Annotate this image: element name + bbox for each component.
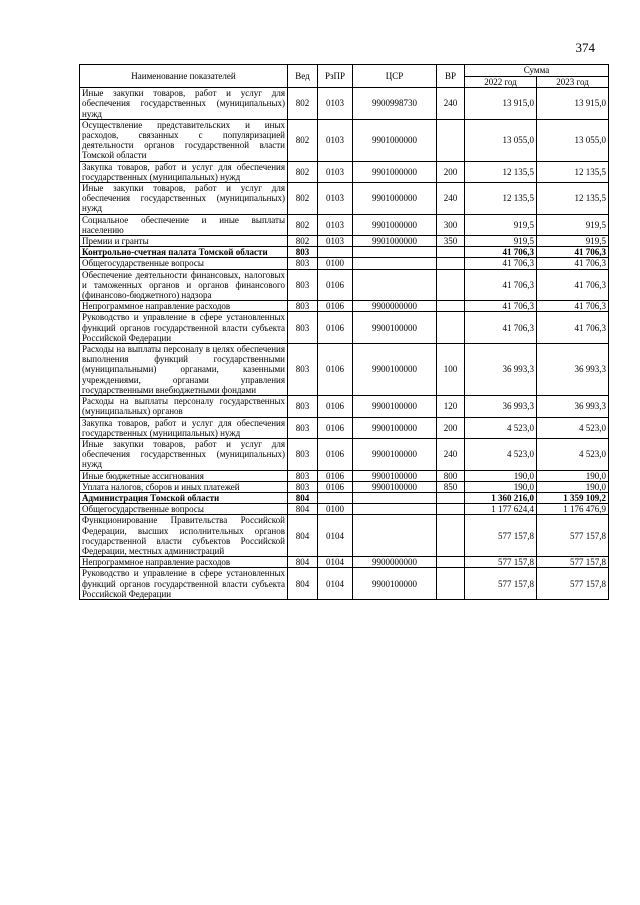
row-vr bbox=[437, 557, 465, 568]
row-csr: 9900100000 bbox=[353, 481, 437, 492]
row-ved: 803 bbox=[288, 344, 318, 396]
row-name: Руководство и управление в сфере установленных функций органов государственной власти субъекта Российской Федерации bbox=[80, 312, 288, 344]
table-row bbox=[80, 236, 609, 247]
row-2023: 190,0 bbox=[537, 470, 609, 481]
row-name: Общегосударственные вопросы bbox=[80, 504, 288, 515]
row-csr bbox=[353, 504, 437, 515]
row-vr: 800 bbox=[437, 470, 465, 481]
header-name: Наименование показателей bbox=[80, 65, 288, 88]
row-2022: 12 135,5 bbox=[465, 161, 537, 182]
row-csr bbox=[353, 258, 437, 269]
row-csr: 9900100000 bbox=[353, 396, 437, 417]
row-csr bbox=[353, 515, 437, 557]
row-2023: 41 706,3 bbox=[537, 247, 609, 258]
row-ved: 803 bbox=[288, 470, 318, 481]
row-csr: 9901000000 bbox=[353, 214, 437, 235]
row-rzpr: 0103 bbox=[318, 161, 353, 182]
row-name: Иные закупки товаров, работ и услуг для обеспечения государственных (муниципальных) нужд bbox=[80, 438, 288, 470]
row-rzpr: 0104 bbox=[318, 557, 353, 568]
row-rzpr: 0104 bbox=[318, 568, 353, 600]
row-2022: 577 157,8 bbox=[465, 568, 537, 600]
row-2022: 919,5 bbox=[465, 236, 537, 247]
table-row bbox=[80, 214, 609, 235]
row-ved: 804 bbox=[288, 492, 318, 503]
table-header bbox=[80, 65, 609, 88]
row-rzpr: 0106 bbox=[318, 470, 353, 481]
row-2023: 4 523,0 bbox=[537, 417, 609, 438]
row-2023: 13 915,0 bbox=[537, 88, 609, 120]
budget-table bbox=[79, 64, 609, 600]
header-csr: ЦСР bbox=[353, 65, 437, 88]
row-csr: 9900000000 bbox=[353, 557, 437, 568]
table-row bbox=[80, 88, 609, 120]
row-vr: 300 bbox=[437, 214, 465, 235]
row-2022: 41 706,3 bbox=[465, 258, 537, 269]
row-name: Иные закупки товаров, работ и услуг для обеспечения государственных (муниципальных) нужд bbox=[80, 88, 288, 120]
row-rzpr: 0106 bbox=[318, 417, 353, 438]
row-name: Иные закупки товаров, работ и услуг для обеспечения государственных (муниципальных) нужд bbox=[80, 183, 288, 215]
row-2023: 577 157,8 bbox=[537, 515, 609, 557]
table-row bbox=[80, 504, 609, 515]
table-row bbox=[80, 557, 609, 568]
table-row bbox=[80, 312, 609, 344]
row-2022: 41 706,3 bbox=[465, 269, 537, 301]
table-row bbox=[80, 269, 609, 301]
row-rzpr: 0103 bbox=[318, 88, 353, 120]
row-rzpr: 0106 bbox=[318, 396, 353, 417]
row-ved: 804 bbox=[288, 557, 318, 568]
row-rzpr: 0106 bbox=[318, 312, 353, 344]
header-2022: 2022 год bbox=[465, 77, 537, 88]
header-2023: 2023 год bbox=[537, 77, 609, 88]
row-2023: 577 157,8 bbox=[537, 557, 609, 568]
row-csr: 9900998730 bbox=[353, 88, 437, 120]
row-ved: 803 bbox=[288, 417, 318, 438]
row-2022: 12 135,5 bbox=[465, 183, 537, 215]
row-ved: 803 bbox=[288, 396, 318, 417]
row-vr bbox=[437, 269, 465, 301]
row-2022: 13 055,0 bbox=[465, 119, 537, 161]
row-rzpr: 0103 bbox=[318, 236, 353, 247]
row-ved: 803 bbox=[288, 301, 318, 312]
table-row bbox=[80, 470, 609, 481]
row-ved: 802 bbox=[288, 119, 318, 161]
table-row bbox=[80, 438, 609, 470]
row-vr: 240 bbox=[437, 88, 465, 120]
row-2022: 41 706,3 bbox=[465, 247, 537, 258]
row-2022: 36 993,3 bbox=[465, 396, 537, 417]
row-vr: 120 bbox=[437, 396, 465, 417]
row-name: Функционирование Правительства Российской Федерации, высших исполнительных органов государственной власти субъектов Российской Федерации, местных администраций bbox=[80, 515, 288, 557]
row-ved: 804 bbox=[288, 568, 318, 600]
row-rzpr: 0106 bbox=[318, 481, 353, 492]
row-name: Непрограммное направление расходов bbox=[80, 557, 288, 568]
table-body bbox=[80, 88, 609, 600]
row-csr: 9900100000 bbox=[353, 344, 437, 396]
row-2023: 36 993,3 bbox=[537, 396, 609, 417]
row-vr bbox=[437, 247, 465, 258]
row-csr: 9900100000 bbox=[353, 312, 437, 344]
row-vr: 100 bbox=[437, 344, 465, 396]
row-vr bbox=[437, 258, 465, 269]
row-rzpr: 0106 bbox=[318, 301, 353, 312]
row-2023: 13 055,0 bbox=[537, 119, 609, 161]
table-row bbox=[80, 247, 609, 258]
row-name: Осуществление представительских и иных расходов, связанных с популяризацией деятельности органов государственной власти Томской области bbox=[80, 119, 288, 161]
row-2022: 577 157,8 bbox=[465, 557, 537, 568]
row-vr: 200 bbox=[437, 161, 465, 182]
header-sum: Сумма bbox=[465, 65, 609, 77]
row-name: Администрация Томской области bbox=[80, 492, 288, 503]
table-row bbox=[80, 183, 609, 215]
row-rzpr: 0106 bbox=[318, 344, 353, 396]
row-2023: 41 706,3 bbox=[537, 258, 609, 269]
row-rzpr: 0103 bbox=[318, 119, 353, 161]
row-2022: 41 706,3 bbox=[465, 312, 537, 344]
row-2023: 919,5 bbox=[537, 214, 609, 235]
row-vr: 200 bbox=[437, 417, 465, 438]
row-name: Общегосударственные вопросы bbox=[80, 258, 288, 269]
table-row bbox=[80, 161, 609, 182]
row-name: Закупка товаров, работ и услуг для обеспечения государственных (муниципальных) нужд bbox=[80, 417, 288, 438]
page-number: 374 bbox=[575, 40, 595, 55]
row-vr: 850 bbox=[437, 481, 465, 492]
row-ved: 803 bbox=[288, 247, 318, 258]
row-rzpr: 0103 bbox=[318, 183, 353, 215]
row-name: Иные бюджетные ассигнования bbox=[80, 470, 288, 481]
table-row bbox=[80, 568, 609, 600]
row-name: Руководство и управление в сфере установленных функций органов государственной власти субъекта Российской Федерации bbox=[80, 568, 288, 600]
row-name: Закупка товаров, работ и услуг для обеспечения государственных (муниципальных) нужд bbox=[80, 161, 288, 182]
row-vr bbox=[437, 312, 465, 344]
table-row bbox=[80, 344, 609, 396]
row-2022: 190,0 bbox=[465, 481, 537, 492]
row-vr: 240 bbox=[437, 438, 465, 470]
header-rzpr: РзПР bbox=[318, 65, 353, 88]
row-rzpr bbox=[318, 247, 353, 258]
row-2022: 1 177 624,4 bbox=[465, 504, 537, 515]
row-ved: 803 bbox=[288, 269, 318, 301]
row-csr: 9900100000 bbox=[353, 438, 437, 470]
row-2023: 577 157,8 bbox=[537, 568, 609, 600]
row-ved: 802 bbox=[288, 214, 318, 235]
table-row bbox=[80, 258, 609, 269]
row-ved: 802 bbox=[288, 236, 318, 247]
row-rzpr: 0103 bbox=[318, 214, 353, 235]
row-csr: 9901000000 bbox=[353, 119, 437, 161]
row-name: Премии и гранты bbox=[80, 236, 288, 247]
row-2023: 12 135,5 bbox=[537, 183, 609, 215]
table-row bbox=[80, 492, 609, 503]
row-vr bbox=[437, 515, 465, 557]
row-2022: 41 706,3 bbox=[465, 301, 537, 312]
row-2023: 41 706,3 bbox=[537, 301, 609, 312]
row-vr bbox=[437, 492, 465, 503]
row-vr: 240 bbox=[437, 183, 465, 215]
row-2023: 36 993,3 bbox=[537, 344, 609, 396]
row-vr: 350 bbox=[437, 236, 465, 247]
table-row bbox=[80, 417, 609, 438]
row-ved: 804 bbox=[288, 504, 318, 515]
row-ved: 803 bbox=[288, 258, 318, 269]
row-2022: 36 993,3 bbox=[465, 344, 537, 396]
row-ved: 803 bbox=[288, 438, 318, 470]
row-2022: 4 523,0 bbox=[465, 438, 537, 470]
row-csr: 9900100000 bbox=[353, 470, 437, 481]
table-row bbox=[80, 481, 609, 492]
row-2022: 13 915,0 bbox=[465, 88, 537, 120]
row-name: Обеспечение деятельности финансовых, налоговых и таможенных органов и органов финансового (финансово-бюджетного) надзора bbox=[80, 269, 288, 301]
row-vr bbox=[437, 119, 465, 161]
row-rzpr: 0104 bbox=[318, 515, 353, 557]
row-2023: 41 706,3 bbox=[537, 269, 609, 301]
row-rzpr: 0106 bbox=[318, 269, 353, 301]
row-csr bbox=[353, 269, 437, 301]
row-csr: 9901000000 bbox=[353, 183, 437, 215]
row-2022: 1 360 216,0 bbox=[465, 492, 537, 503]
row-ved: 803 bbox=[288, 312, 318, 344]
row-csr: 9900000000 bbox=[353, 301, 437, 312]
row-csr: 9900100000 bbox=[353, 568, 437, 600]
header-ved: Вед bbox=[288, 65, 318, 88]
table-row bbox=[80, 396, 609, 417]
row-csr: 9901000000 bbox=[353, 236, 437, 247]
row-csr bbox=[353, 247, 437, 258]
row-2022: 577 157,8 bbox=[465, 515, 537, 557]
row-2022: 4 523,0 bbox=[465, 417, 537, 438]
row-name: Расходы на выплаты персоналу в целях обеспечения выполнения функций государственными (муниципальными) органами, казенными учреждениями, органами управления государственными внебюджетными фондами bbox=[80, 344, 288, 396]
table-row bbox=[80, 301, 609, 312]
row-ved: 802 bbox=[288, 183, 318, 215]
row-ved: 802 bbox=[288, 161, 318, 182]
row-rzpr: 0100 bbox=[318, 258, 353, 269]
row-name: Расходы на выплаты персоналу государственных (муниципальных) органов bbox=[80, 396, 288, 417]
row-2023: 1 176 476,9 bbox=[537, 504, 609, 515]
row-name: Уплата налогов, сборов и иных платежей bbox=[80, 481, 288, 492]
row-2023: 41 706,3 bbox=[537, 312, 609, 344]
row-2022: 190,0 bbox=[465, 470, 537, 481]
row-rzpr: 0100 bbox=[318, 504, 353, 515]
row-ved: 803 bbox=[288, 481, 318, 492]
row-csr bbox=[353, 492, 437, 503]
row-2023: 12 135,5 bbox=[537, 161, 609, 182]
row-2023: 1 359 109,2 bbox=[537, 492, 609, 503]
row-2023: 919,5 bbox=[537, 236, 609, 247]
row-name: Социальное обеспечение и иные выплаты населению bbox=[80, 214, 288, 235]
row-vr bbox=[437, 504, 465, 515]
row-name: Контрольно-счетная палата Томской области bbox=[80, 247, 288, 258]
row-rzpr bbox=[318, 492, 353, 503]
table-row bbox=[80, 119, 609, 161]
table-row bbox=[80, 515, 609, 557]
row-csr: 9900100000 bbox=[353, 417, 437, 438]
header-vr: ВР bbox=[437, 65, 465, 88]
row-rzpr: 0106 bbox=[318, 438, 353, 470]
row-2023: 4 523,0 bbox=[537, 438, 609, 470]
row-ved: 802 bbox=[288, 88, 318, 120]
row-vr bbox=[437, 568, 465, 600]
row-name: Непрограммное направление расходов bbox=[80, 301, 288, 312]
row-2023: 190,0 bbox=[537, 481, 609, 492]
row-csr: 9901000000 bbox=[353, 161, 437, 182]
row-vr bbox=[437, 301, 465, 312]
row-2022: 919,5 bbox=[465, 214, 537, 235]
row-ved: 804 bbox=[288, 515, 318, 557]
